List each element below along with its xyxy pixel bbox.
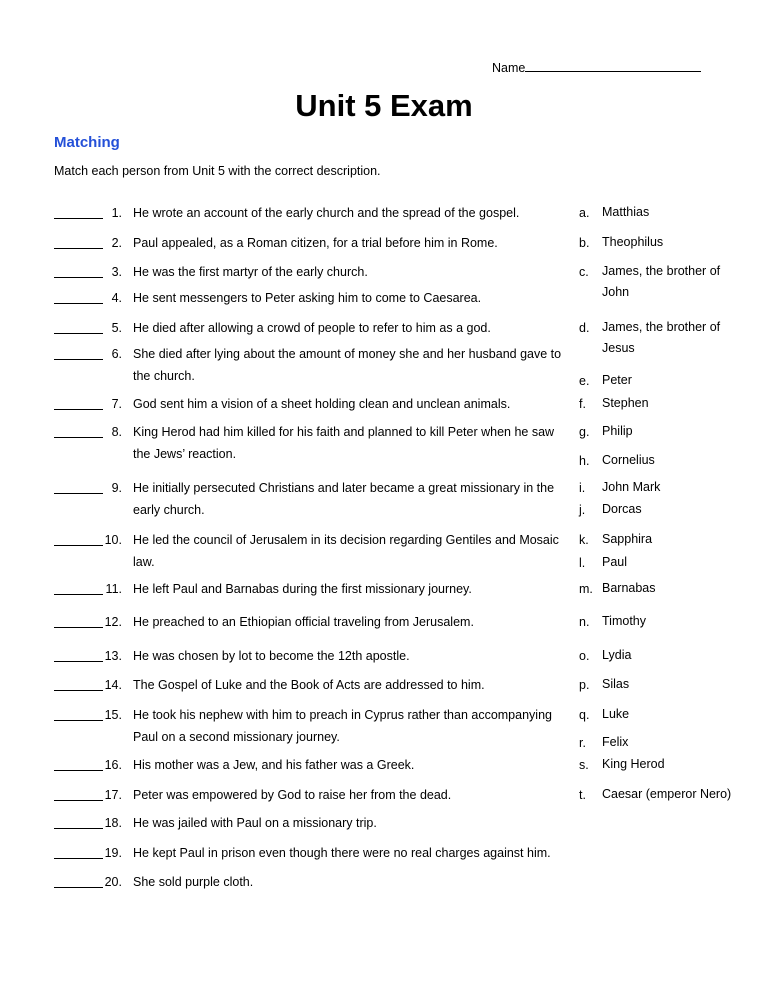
question-text: He took his nephew with him to preach in Cyprus rather than accompanying Paul on a second missionary journey.: [133, 708, 552, 744]
question-number: 13.: [104, 649, 122, 663]
answer-blank[interactable]: [54, 828, 103, 829]
choice-letter: k.: [579, 533, 589, 547]
question-text: He led the council of Jerusalem in its decision regarding Gentiles and Mosaic law.: [133, 533, 559, 569]
answer-blank[interactable]: [54, 800, 103, 801]
question-number: 1.: [111, 206, 122, 220]
choice-letter: r.: [579, 736, 586, 750]
question-number: 4.: [111, 291, 122, 305]
choice-name: Timothy: [602, 614, 646, 628]
question-text: He initially persecuted Christians and later became a great missionary in the early church.: [133, 481, 555, 517]
question-text: He sent messengers to Peter asking him to come to Caesarea.: [133, 291, 482, 305]
answer-blank[interactable]: [54, 887, 103, 888]
question-number: 19.: [104, 846, 122, 860]
question-text: He was jailed with Paul on a missionary trip.: [133, 816, 377, 830]
answer-blank[interactable]: [54, 437, 103, 438]
choice-name: John Mark: [602, 480, 661, 494]
choice-letter: c.: [579, 265, 589, 279]
choice-letter: q.: [579, 708, 590, 722]
instructions: Match each person from Unit 5 with the correct description.: [54, 164, 381, 178]
question-number: 6.: [111, 347, 122, 361]
choice-name: James, the brother of Jesus: [602, 320, 721, 355]
question-number: 8.: [111, 425, 122, 439]
question-number: 2.: [111, 236, 122, 250]
answer-blank[interactable]: [54, 690, 103, 691]
question-number: 20.: [104, 875, 122, 889]
question-text: He preached to an Ethiopian official traveling from Jerusalem.: [133, 615, 474, 629]
question-number: 14.: [104, 678, 122, 692]
answer-blank[interactable]: [54, 720, 103, 721]
question-text: She sold purple cloth.: [133, 875, 254, 889]
choice-letter: j.: [579, 503, 586, 517]
choice-letter: n.: [579, 615, 590, 629]
question-text: God sent him a vision of a sheet holding clean and unclean animals.: [133, 397, 511, 411]
choice-name: Felix: [602, 735, 629, 749]
question-number: 9.: [111, 481, 122, 495]
answer-blank[interactable]: [54, 770, 103, 771]
question-text: The Gospel of Luke and the Book of Acts are addressed to him.: [133, 678, 485, 692]
choice-name: Silas: [602, 677, 630, 691]
answer-blank[interactable]: [54, 248, 103, 249]
question-text: She died after lying about the amount of money she and her husband gave to the church.: [133, 347, 562, 383]
question-text: He was the first martyr of the early church.: [133, 265, 368, 279]
name-blank[interactable]: [525, 58, 701, 72]
choice-name: Stephen: [602, 396, 649, 410]
question-number: 7.: [111, 397, 122, 411]
question-text: He left Paul and Barnabas during the first missionary journey.: [133, 582, 472, 596]
question-number: 11.: [105, 582, 122, 596]
question-text: He was chosen by lot to become the 12th apostle.: [133, 649, 410, 663]
answer-blank[interactable]: [54, 333, 103, 334]
question-number: 18.: [104, 816, 122, 830]
choice-letter: o.: [579, 649, 590, 663]
choice-letter: g.: [579, 425, 590, 439]
name-field[interactable]: [492, 58, 701, 75]
question-text: Paul appealed, as a Roman citizen, for a trial before him in Rome.: [133, 236, 498, 250]
choice-letter: d.: [579, 321, 590, 335]
answer-blank[interactable]: [54, 409, 103, 410]
choice-letter: s.: [579, 758, 589, 772]
choice-name: James, the brother of John: [602, 264, 721, 299]
choice-letter: h.: [579, 454, 590, 468]
choice-letter: a.: [579, 206, 590, 220]
choice-name: Dorcas: [602, 502, 642, 516]
choice-letter: b.: [579, 236, 590, 250]
answer-blank[interactable]: [54, 493, 103, 494]
question-number: 16.: [104, 758, 122, 772]
answer-blank[interactable]: [54, 627, 103, 628]
choice-name: Theophilus: [602, 235, 664, 249]
choice-letter: l.: [579, 556, 586, 570]
answer-blank[interactable]: [54, 545, 103, 546]
choice-name: Lydia: [602, 648, 632, 662]
choice-letter: p.: [579, 678, 590, 692]
question-text: His mother was a Jew, and his father was a Greek.: [133, 758, 415, 772]
choice-name: Luke: [602, 707, 630, 721]
choice-name: Peter: [602, 373, 632, 387]
choice-name: Caesar (emperor Nero): [602, 787, 732, 801]
question-text: Peter was empowered by God to raise her from the dead.: [133, 788, 452, 802]
choice-letter: e.: [579, 374, 590, 388]
choice-name: Philip: [602, 424, 633, 438]
question-number: 5.: [111, 321, 122, 335]
choice-letter: t.: [579, 788, 586, 802]
question-number: 3.: [111, 265, 122, 279]
choice-name: Barnabas: [602, 581, 656, 595]
answer-blank[interactable]: [54, 858, 103, 859]
answer-blank[interactable]: [54, 277, 103, 278]
answer-blank[interactable]: [54, 303, 103, 304]
question-number: 10.: [104, 533, 122, 547]
choice-name: Cornelius: [602, 453, 655, 467]
choice-name: Paul: [602, 555, 628, 569]
choice-letter: f.: [579, 397, 586, 411]
answer-blank[interactable]: [54, 661, 103, 662]
answer-blank[interactable]: [54, 218, 103, 219]
question-text: King Herod had him killed for his faith and planned to kill Peter when he saw the Jews’ reaction.: [133, 425, 555, 461]
choice-letter: i.: [579, 481, 586, 495]
answer-blank[interactable]: [54, 594, 103, 595]
section-heading: Matching: [54, 134, 120, 151]
answer-blank[interactable]: [54, 359, 103, 360]
question-number: 12.: [104, 615, 122, 629]
question-text: He kept Paul in prison even though there were no real charges against him.: [133, 846, 551, 860]
question-number: 17.: [104, 788, 122, 802]
question-number: 15.: [104, 708, 122, 722]
page-title: Unit 5 Exam: [295, 88, 473, 123]
choice-name: King Herod: [602, 757, 665, 771]
choice-name: Sapphira: [602, 532, 653, 546]
question-text: He wrote an account of the early church and the spread of the gospel.: [133, 206, 520, 220]
choice-name: Matthias: [602, 205, 650, 219]
choice-letter: m.: [579, 582, 593, 596]
name-label: Name: [492, 61, 526, 75]
question-text: He died after allowing a crowd of people to refer to him as a god.: [133, 321, 491, 335]
